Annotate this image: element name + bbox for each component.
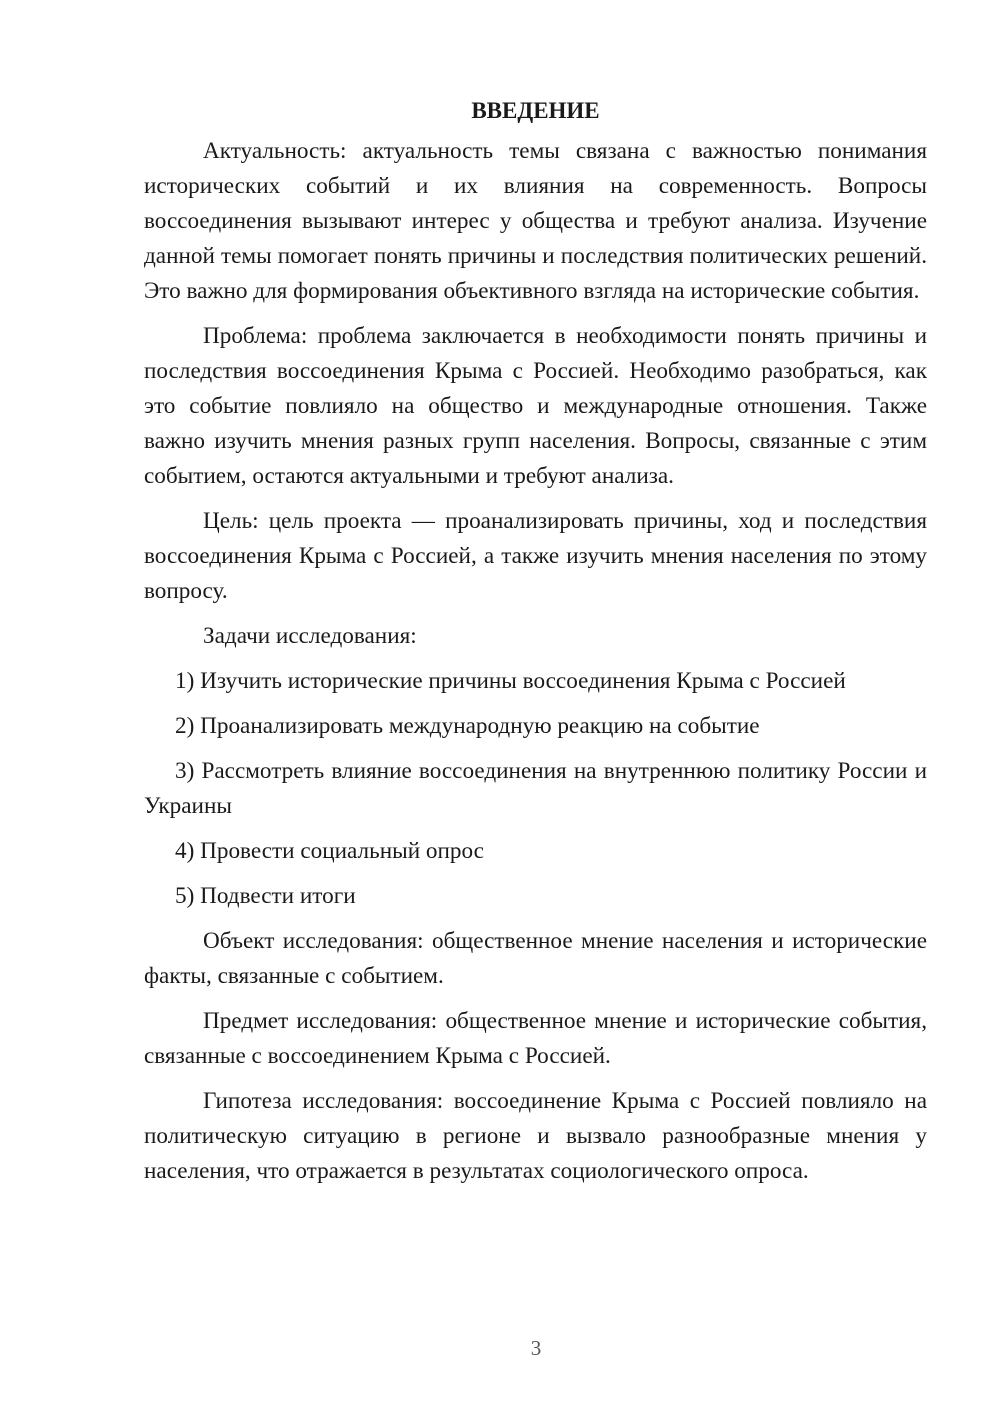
paragraph-hypothesis: Гипотеза исследования: воссоединение Крыма с Россией повлияло на политическую ситуацию в регионе и вызвало разнообразные мнения у населения, что отражается в результатах социологического опроса. [144, 1088, 927, 1184]
paragraph-object: Объект исследования: общественное мнение населения и исторические факты, связанные с событием. [144, 928, 927, 989]
page-body [144, 96, 927, 1199]
paragraph-tasks-intro: Задачи исследования: [203, 623, 417, 649]
task-item-2: 2) Проанализировать международную реакцию на событие [175, 713, 760, 739]
task-item-1: 1) Изучить исторические причины воссоединения Крыма с Россией [175, 668, 846, 694]
paragraph-problem: Проблема: проблема заключается в необходимости понять причины и последствия воссоединения Крыма с Россией. Необходимо разобраться, как это событие повлияло на общество и международные отношения. Также важно изучить мнения разных групп населения. Вопросы, связанные с этим событием, остаются актуальными и требуют анализа. [144, 323, 927, 489]
paragraph-relevance: Актуальность: актуальность темы связана с важностью понимания исторических событий и их влияния на современность. Вопросы воссоединения вызывают интерес у общества и требуют анализа. Изучение данной темы помогает понять причины и последствия политических решений. Это важно для формирования объективного взгляда на исторические события. [144, 138, 927, 304]
section-heading: ВВЕДЕНИЕ [471, 98, 600, 123]
task-item-4: 4) Провести социальный опрос [175, 838, 484, 864]
paragraph-subject: Предмет исследования: общественное мнение и исторические события, связанные с воссоединением Крыма с Россией. [144, 1008, 927, 1069]
task-item-3: 3) Рассмотреть влияние воссоединения на внутреннюю политику России и Украины [144, 758, 927, 819]
paragraph-goal: Цель: цель проекта — проанализировать причины, ход и последствия воссоединения Крыма с Россией, а также изучить мнения населения по этому вопросу. [144, 508, 927, 604]
page-number: 3 [530, 1336, 542, 1360]
task-item-5: 5) Подвести итоги [175, 883, 356, 909]
